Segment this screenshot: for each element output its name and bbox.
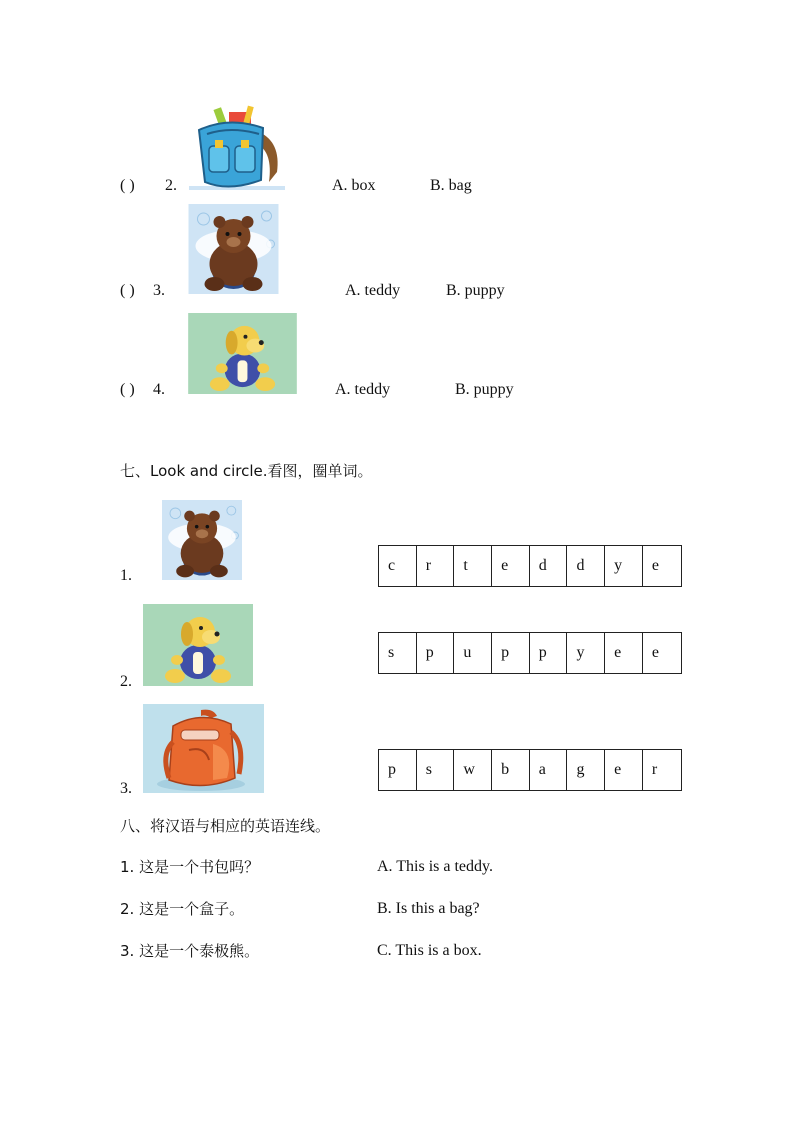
letter-cell[interactable]: y (567, 633, 605, 673)
chinese-sentence-3[interactable]: 3. 这是一个泰极熊。 (120, 942, 260, 960)
english-sentence-a[interactable]: A. This is a teddy. (377, 858, 493, 875)
letter-cell[interactable]: b (492, 750, 530, 790)
letter-cell[interactable]: d (567, 546, 605, 586)
question-number: 4. (153, 381, 165, 398)
row-number: 1. (120, 567, 132, 584)
puppy-toy-icon (188, 313, 297, 394)
schoolbag-icon (189, 102, 285, 190)
letter-cell[interactable]: s (417, 750, 455, 790)
question-number: 2. (165, 177, 177, 194)
answer-paren[interactable]: ( ) (120, 381, 135, 398)
letter-cell[interactable]: p (530, 633, 568, 673)
letter-cell[interactable]: p (492, 633, 530, 673)
letter-cell[interactable]: d (530, 546, 568, 586)
letter-cell[interactable]: e (651, 557, 659, 574)
letter-cell[interactable]: a (530, 750, 568, 790)
letter-grid (378, 632, 682, 674)
letter-cell[interactable]: p (417, 633, 455, 673)
letter-cell[interactable]: u (454, 633, 492, 673)
english-sentence-b[interactable]: B. Is this a bag? (377, 900, 480, 917)
option-b: B. puppy (455, 381, 514, 398)
section-8-title: 八、将汉语与相应的英语连线。 (120, 817, 331, 835)
letter-cell[interactable]: e (605, 750, 643, 790)
teddy-bear-icon (188, 204, 279, 294)
letter-cell[interactable]: e (492, 546, 530, 586)
question-number: 3. (153, 282, 165, 299)
option-a: A. teddy (345, 282, 401, 299)
chinese-sentence-1[interactable]: 1. 这是一个书包吗？ (120, 858, 260, 876)
letter-cell[interactable]: y (605, 546, 643, 586)
answer-paren[interactable]: ( ) (120, 282, 135, 299)
english-sentence-c[interactable]: C. This is a box. (377, 942, 482, 959)
option-b: B. bag (430, 177, 472, 194)
row-number: 3. (120, 780, 132, 797)
letter-grid (378, 749, 682, 791)
letter-cell[interactable]: r (417, 546, 455, 586)
letter-cell[interactable]: w (454, 750, 492, 790)
letter-cell[interactable]: g (567, 750, 605, 790)
option-a: A. teddy (335, 381, 391, 398)
puppy-toy-icon (143, 604, 253, 686)
option-b: B. puppy (446, 282, 505, 299)
letter-cell[interactable]: t (454, 546, 492, 586)
letter-cell[interactable]: p (379, 750, 417, 790)
letter-cell[interactable]: e (605, 633, 643, 673)
option-a: A. box (332, 177, 376, 194)
letter-cell[interactable]: r (651, 761, 658, 778)
row-number: 2. (120, 673, 132, 690)
letter-cell[interactable]: s (379, 633, 417, 673)
teddy-bear-icon (162, 500, 242, 580)
section-7-title: 七、Look and circle.看图，圈单词。 (120, 462, 373, 480)
letter-grid (378, 545, 682, 587)
answer-paren[interactable]: ( ) (120, 177, 135, 194)
chinese-sentence-2[interactable]: 2. 这是一个盒子。 (120, 900, 245, 918)
letter-cell[interactable]: e (651, 644, 659, 661)
backpack-icon (143, 704, 264, 793)
letter-cell[interactable]: c (379, 546, 417, 586)
